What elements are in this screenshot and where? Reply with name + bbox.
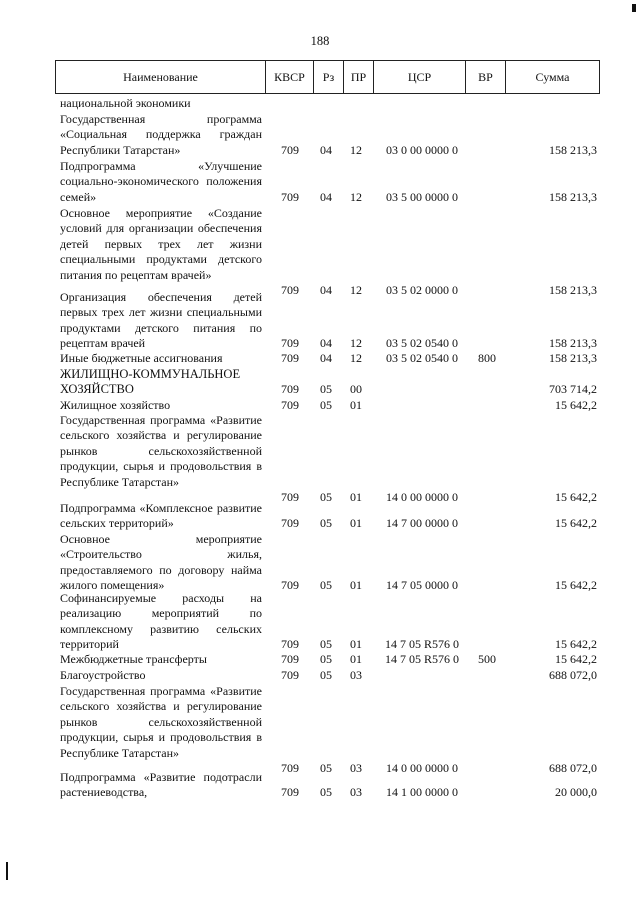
row-sum: 15 642,2 [555, 637, 597, 652]
row-pr: 01 [350, 578, 362, 593]
header-pr: ПР [344, 61, 374, 93]
header-sum: Сумма [535, 70, 570, 84]
row-csr: 14 7 05 R576 0 [384, 637, 459, 652]
row-name: Государственная программа «Развитие сельского хозяйства и регулирование рынков сельскохозяйственной продукции, сырья и продовольствия в Республике Татарстан» [60, 413, 262, 489]
row-sum: 15 642,2 [555, 490, 597, 504]
row-name: Основное мероприятие «Создание условий для организации обеспечения детей первых трех лет жизни специальными продуктами детского питания по рецептам врачей» [60, 206, 262, 282]
scan-mark [6, 862, 8, 880]
row-rz: 04 [320, 351, 332, 365]
row-sum: 158 213,3 [549, 283, 597, 297]
row-kvsr: 709 [281, 761, 299, 775]
row-kvsr: 709 [281, 490, 299, 504]
row-rz: 05 [320, 668, 332, 682]
header-rz: Рз [314, 61, 344, 93]
row-csr: 03 0 00 0000 0 [386, 142, 458, 157]
header-vr: ВР [466, 61, 506, 93]
row-rz: 05 [320, 785, 332, 800]
row-sum: 158 213,3 [549, 142, 597, 157]
row-pr: 12 [350, 336, 362, 351]
row-rz: 04 [320, 142, 332, 157]
row-name: Организация обеспечения детей первых трех лет жизни специальными продуктами детского питания по рецептам врачей [60, 290, 262, 351]
row-sum: 158 213,3 [549, 336, 597, 351]
row-vr: 500 [478, 652, 496, 666]
header-kvsr: КВСР [266, 61, 314, 93]
row-rz: 05 [320, 637, 332, 652]
row-pr: 12 [350, 351, 362, 365]
row-sum: 158 213,3 [549, 351, 597, 365]
row-name: Государственная программа «Социальная поддержка граждан Республики Татарстан» [60, 112, 262, 157]
row-rz: 05 [320, 398, 332, 412]
row-kvsr: 709 [281, 668, 299, 682]
row-pr: 12 [350, 283, 362, 297]
row-kvsr: 709 [281, 785, 299, 800]
row-rz: 05 [320, 652, 332, 666]
row-csr: 14 1 00 0000 0 [386, 785, 458, 800]
row-sum: 15 642,2 [555, 398, 597, 412]
row-csr: 14 7 05 R576 0 [384, 652, 459, 666]
row-kvsr: 709 [281, 351, 299, 365]
row-csr: 14 0 00 0000 0 [386, 761, 458, 775]
row-kvsr: 709 [281, 578, 299, 593]
row-sum: 703 714,2 [549, 382, 597, 397]
row-pr: 03 [350, 785, 362, 800]
row-pr: 01 [350, 516, 362, 531]
row-pr: 00 [350, 382, 362, 397]
row-kvsr: 709 [281, 283, 299, 297]
row-csr: 14 7 00 0000 0 [386, 516, 458, 531]
row-csr: 03 5 02 0540 0 [386, 351, 458, 365]
table-header [55, 60, 600, 94]
row-name: ЖИЛИЩНО-КОММУНАЛЬНОЕ ХОЗЯЙСТВО [60, 367, 241, 397]
row-sum: 15 642,2 [555, 578, 597, 593]
row-pr: 01 [350, 637, 362, 652]
row-rz: 05 [320, 382, 332, 397]
row-kvsr: 709 [281, 652, 299, 666]
header-name: Наименование [56, 61, 266, 93]
row-name: Государственная программа «Развитие сельского хозяйства и регулирование рынков сельскохозяйственной продукции, сырья и продовольствия в Республике Татарстан» [60, 684, 262, 760]
row-kvsr: 709 [281, 142, 299, 157]
row-kvsr: 709 [281, 189, 299, 204]
row-name: Подпрограмма «Улучшение социально-экономического положения семей» [60, 159, 262, 204]
row-name: Межбюджетные трансферты [60, 652, 207, 666]
row-kvsr: 709 [281, 382, 299, 397]
row-rz: 05 [320, 578, 332, 593]
row-pr: 12 [350, 189, 362, 204]
row-name: Жилищное хозяйство [60, 398, 171, 412]
scan-mark [632, 4, 636, 12]
row-pr: 03 [350, 668, 362, 682]
row-csr: 14 7 05 0000 0 [386, 578, 458, 593]
row-vr: 800 [478, 351, 496, 365]
row-rz: 04 [320, 336, 332, 351]
row-name: национальной экономики [60, 96, 191, 110]
row-kvsr: 709 [281, 398, 299, 412]
row-rz: 05 [320, 516, 332, 531]
row-name: Подпрограмма «Развитие подотрасли растениеводства, [60, 770, 262, 800]
row-sum: 15 642,2 [555, 516, 597, 531]
row-name: Подпрограмма «Комплексное развитие сельских территорий» [60, 501, 262, 531]
row-kvsr: 709 [281, 637, 299, 652]
row-name: Софинансируемые расходы на реализацию мероприятий по комплексному развитию сельских территорий [60, 591, 262, 652]
row-pr: 01 [350, 398, 362, 412]
row-rz: 04 [320, 283, 332, 297]
row-csr: 03 5 02 0540 0 [386, 336, 458, 351]
row-sum: 688 072,0 [549, 761, 597, 775]
row-csr: 03 5 02 0000 0 [386, 283, 458, 297]
row-pr: 01 [350, 490, 362, 504]
row-name: Основное мероприятие «Строительство жилья, предоставляемого по договору найма жилого помещения» [60, 532, 262, 593]
row-rz: 05 [320, 490, 332, 504]
row-sum: 15 642,2 [555, 652, 597, 666]
row-sum: 158 213,3 [549, 189, 597, 204]
row-kvsr: 709 [281, 516, 299, 531]
row-rz: 05 [320, 761, 332, 775]
row-sum: 20 000,0 [555, 785, 597, 800]
row-csr: 03 5 00 0000 0 [386, 189, 458, 204]
row-csr: 14 0 00 0000 0 [386, 490, 458, 504]
page-number: 188 [310, 34, 330, 48]
row-pr: 12 [350, 142, 362, 157]
row-sum: 688 072,0 [549, 668, 597, 682]
row-rz: 04 [320, 189, 332, 204]
row-name: Иные бюджетные ассигнования [60, 351, 223, 365]
row-kvsr: 709 [281, 336, 299, 351]
header-csr: ЦСР [374, 61, 466, 93]
row-pr: 01 [350, 652, 362, 666]
row-name: Благоустройство [60, 668, 146, 682]
row-pr: 03 [350, 761, 362, 775]
